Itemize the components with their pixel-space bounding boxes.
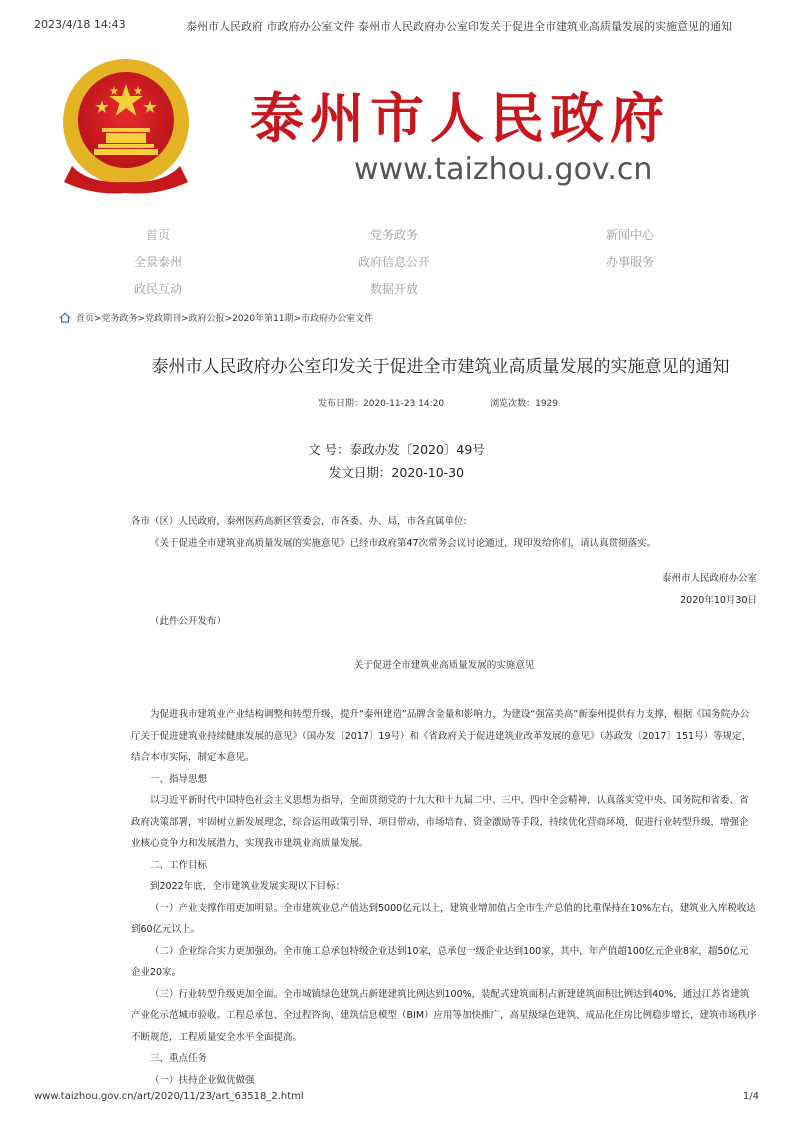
nav-item-home[interactable]: 首页 [145,228,170,242]
nav-row [88,226,728,253]
site-url: www.taizhou.gov.cn [354,152,653,187]
nav-row [88,253,728,280]
publish-date: 发布日期：2020-11-23 14:20 [318,399,445,409]
breadcrumb [59,311,373,324]
nav-item-gov-info[interactable]: 政府信息公开 [357,255,430,269]
paragraph: （二）企业综合实力更加强劲。全市施工总承包特级企业达到10家，总承包一级企业达到100家，其中，年产值超100亿元企业8家，超50亿元企业20家。 [131,945,749,978]
home-icon[interactable] [59,312,71,323]
sub-heading: （一）扶持企业做优做强 [150,1074,255,1086]
print-header [0,18,793,34]
salutation: 各市（区）人民政府，泰州医药高新区管委会，市各委、办、局，市各直属单位: [131,516,467,527]
signer: 泰州市人民政府办公室 [661,573,757,584]
disclosure-note: （此件公开发布） [150,616,227,627]
nav-item-services[interactable]: 办事服务 [605,255,654,269]
document-number-block [0,438,793,484]
site-banner [58,56,748,196]
nav-item-panorama[interactable]: 全景泰州 [133,255,182,269]
national-emblem-icon[interactable] [58,56,194,196]
site-name: 泰州市人民政府 [250,86,670,150]
nav-item-party-affairs[interactable]: 党务政务 [369,228,418,242]
print-page-title: 泰州市人民政府 市政府办公室文件 泰州市人民政府办公室印发关于促进全市建筑业高质量发展的实施意见的通知 [186,20,732,33]
sign-date: 2020年10月30日 [680,594,757,606]
print-datetime: 2023/4/18 14:43 [34,18,126,31]
nav-row [88,280,728,307]
intro-paragraph: 《关于促进全市建筑业高质量发展的实施意见》已经市政府第47次常务会议讨论通过，现印发给你们，请认真贯彻落实。 [150,537,657,549]
article-meta [318,396,558,409]
issue-date: 发文日期：2020-10-30 [328,465,465,480]
paragraph: （一）产业支撑作用更加明显。全市建筑业总产值达到5000亿元以上，建筑业增加值占全市生产总值的比重保持在10%左右，建筑业入库税收达到60亿元以上。 [131,902,756,935]
article-title: 泰州市人民政府办公室印发关于促进全市建筑业高质量发展的实施意见的通知 [151,357,730,377]
section-heading: 二、工作目标 [150,859,208,871]
nav-item-open-data[interactable]: 数据开放 [369,282,418,296]
article-body [131,511,757,1091]
paragraph: 到2022年底，全市建筑业发展实现以下目标： [150,881,346,892]
paragraph: （三）行业转型升级更加全面。全市城镇绿色建筑占新建建筑比例达到100%，装配式建筑面积占新建建筑面积比例达到40%，通过江苏省建筑产业化示范城市验收。工程总承包、全过程咨询、建筑信息模型（BIM）应用等加快推广，高星级绿色建筑、成品化住房比例稳步增长，建筑市场秩序不断规范，工程质量安全水平全面提高。 [131,988,757,1043]
breadcrumb-path[interactable]: 首页>党务政务>党政期刊>政府公报>2020年第11期>市政府办公室文件 [76,314,374,324]
nav-item-news[interactable]: 新闻中心 [605,228,654,242]
paragraph: 为促进我市建筑业产业结构调整和转型升级，提升“泰州建造”品牌含金量和影响力，为建设“强富美高”新泰州提供有力支撑，根据《国务院办公厅关于促进建筑业持续健康发展的意见》（国办发〔2017〕19号）和《省政府关于促进建筑业改革发展的意见》（苏政发〔2017〕151号）等规定，结合本市实际，制定本意见。 [131,709,752,763]
paragraph: 以习近平新时代中国特色社会主义思想为指导，全面贯彻党的十九大和十九届二中、三中、四中全会精神，认真落实党中央、国务院和省委、省政府决策部署，牢固树立新发展理念，综合运用政策引导、项目带动、市场培育、资金激励等手段，持续优化营商环境，促进行业转型升级，增强企业核心竞争力和发展潜力，实现我市建筑业高质量发展。 [131,795,749,849]
sub-title: 关于促进全市建筑业高质量发展的实施意见 [353,659,535,671]
section-heading: 一、指导思想 [150,773,208,785]
document-number: 文 号：泰政办发〔2020〕49号 [308,442,485,457]
nav-item-interaction[interactable]: 政民互动 [133,282,182,296]
print-url: www.taizhou.gov.cn/art/2020/11/23/art_63518_2.html [34,1091,304,1102]
main-nav [88,226,728,307]
page-number: 1/4 [742,1091,759,1102]
view-count: 浏览次数：1929 [490,399,559,409]
section-heading: 三、重点任务 [150,1053,208,1064]
